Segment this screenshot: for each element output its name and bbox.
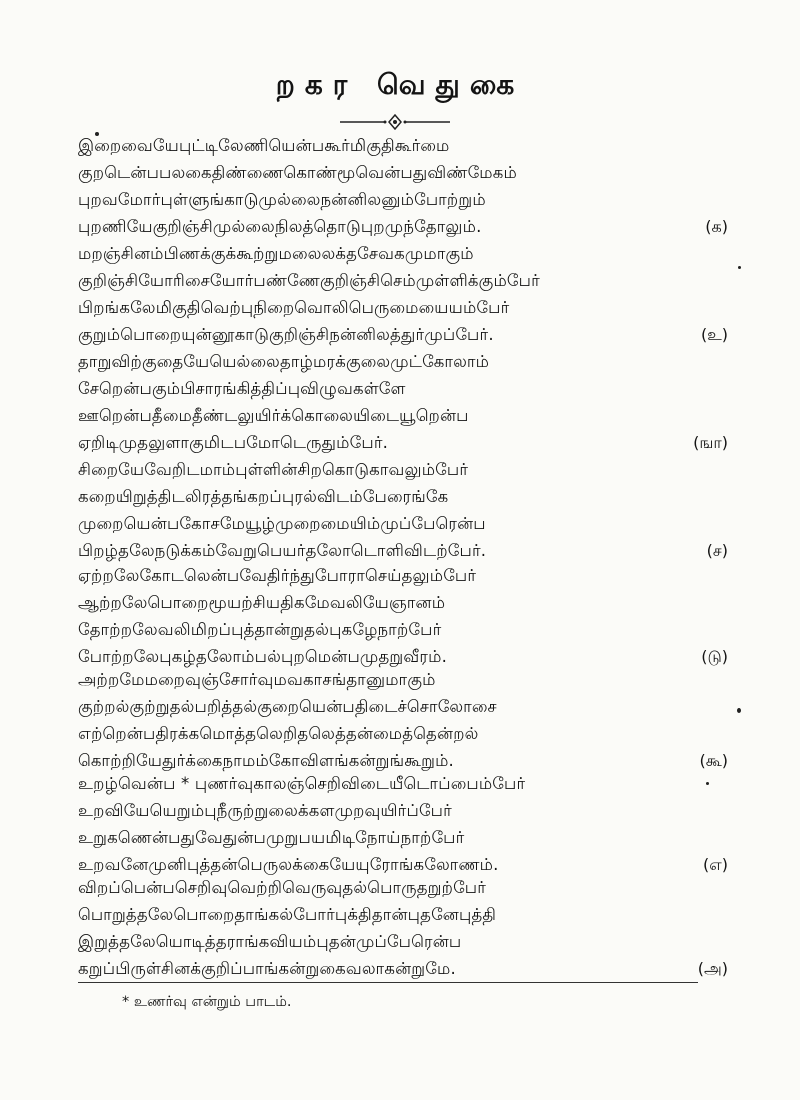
stanza-5 (78, 562, 728, 670)
verse-line: விறப்பென்பசெறிவுவெற்றிவெருவுதல்பொருதறுற்பேர் (78, 878, 487, 897)
stanza-number: (டு) (701, 647, 728, 666)
verse-line: ஏறிடிமுதலுளாகுமிடபமோடெருதும்பேர். (78, 433, 389, 452)
verse-line: பிறழ்தலேநடுக்கம்வேறுபெயர்தலோடொளிவிடற்பேர். (78, 541, 487, 560)
stanza-number: (ஙா) (693, 433, 728, 452)
verse-line: சேறென்பகும்பிசாரங்கித்திப்புவிழுவகள்ளே (78, 379, 406, 398)
verse-line: குற்றல்குற்றுதல்பறித்தல்குறையென்பதிடைச்சொலோசை (78, 697, 497, 716)
print-speck (737, 708, 741, 713)
stanza-7 (78, 770, 728, 878)
stanza-3 (78, 348, 728, 456)
verse-line: உறவியேயெறும்புநீருற்றுலைக்களமுறவுயிர்ப்பேர் (78, 801, 452, 820)
verse-line: சிறையேவேறிடமாம்புள்ளின்சிறகொடுகாவலும்பேர் (78, 460, 469, 479)
print-speck (738, 266, 741, 269)
stanza-number: (க) (705, 217, 728, 236)
verse-line: ஊறென்பதீமைதீண்டலுயிர்க்கொலையிடையூறென்ப (78, 406, 469, 425)
verse-line: கறையிறுத்திடலிரத்தங்கறப்புரல்விடம்பேரைங்கே (78, 487, 449, 506)
verse-line: உறவனேமுனிபுத்தன்பெருலக்கையேயுரோங்கலோணம். (78, 855, 499, 874)
verse-line: கொற்றியேதுர்க்கைநாமம்கோவிளங்கன்றுங்கூறும். (78, 751, 454, 770)
verse-line: கறுப்பிருள்சினக்குறிப்பாங்கன்றுகைவலாகன்றுமே. (78, 959, 456, 978)
stanza-number: (எ) (703, 855, 728, 874)
page-title: றகர வெதுகை (275, 68, 525, 101)
verse-line: பிறங்கலேமிகுதிவெற்புநிறைவொலிபெருமையையம்பேர் (78, 298, 510, 317)
verse-line: குறும்பொறையுன்னூகாடுகுறிஞ்சிநன்னிலத்துர்முப்பேர். (78, 325, 494, 344)
stanza-number: (உ) (701, 325, 728, 344)
verse-line: மறஞ்சினம்பிணக்குக்கூற்றுமலைலக்தசேவகமுமாகும் (78, 244, 474, 263)
verse-line: எற்றென்பதிரக்கமொத்தலெறிதலெத்தன்மைத்தென்றல் (78, 724, 479, 743)
verse-line: அற்றமேமறைவுஞ்சோர்வுமவகாசங்தானுமாகும் (78, 670, 436, 689)
verse-line: தோற்றலேவலிமிறப்புத்தான்றுதல்புகழேநாற்பேர் (78, 620, 442, 639)
verse-line: இறுத்தலேயொடித்தராங்கவியம்புதன்முப்பேரென்ப (78, 932, 462, 951)
verse-line: பொறுத்தலேபொறைதாங்கல்போர்புக்திதான்புதனேபுத்தி (78, 905, 497, 924)
footnote: * உணர்வு என்றும் பாடம். (122, 994, 292, 1010)
verse-line: தாறுவிற்குதையேயெல்லைதாழ்மரக்குலைமுட்கோலாம் (78, 352, 490, 371)
verse-line: ஆற்றலேபொறைமூயற்சியதிகமேவலியேஞானம் (78, 593, 446, 612)
verse-line: உறுகணென்பதுவேதுன்பமுறுபயமிடிநோய்நாற்பேர் (78, 828, 465, 847)
print-speck (706, 782, 709, 785)
verse-line: இறைவையேபுட்டிலேணியென்பகூர்மிகுதிகூர்மை (78, 136, 450, 155)
footnote-divider (78, 982, 698, 983)
verse-line: ஏற்றலேகோடலென்பவேதிர்ந்துபோராசெய்தலும்பேர் (78, 566, 477, 585)
stanza-8 (78, 874, 728, 982)
stanza-number: (ச) (706, 541, 728, 560)
stanza-number: (கூ) (699, 751, 728, 770)
verse-line: போற்றலேபுகழ்தலோம்பல்புறமென்பமுதறுவீரம். (78, 647, 448, 666)
verse-line: முறையென்பகோசமேயூழ்முறைமையிம்முப்பேரென்ப (78, 514, 486, 533)
title-ornament (340, 114, 450, 130)
stanza-number: (அ) (697, 959, 728, 978)
verse-line: புறவமோர்புள்ளுங்காடுமுல்லைநன்னிலனும்போற்றும் (78, 190, 486, 209)
stanza-1 (78, 132, 728, 240)
stanza-6 (78, 666, 728, 774)
print-speck (95, 132, 99, 136)
stanza-4 (78, 456, 728, 564)
verse-line: குறடென்பபலகைதிண்ணைகொண்மூவென்பதுவிண்மேகம் (78, 163, 518, 182)
stanza-2 (78, 240, 728, 348)
verse-line: புறணியேகுறிஞ்சிமுல்லைநிலத்தொடுபுறமுந்தோலும். (78, 217, 482, 236)
verse-line: குறிஞ்சியோரிசையோர்பண்ணேகுறிஞ்சிசெம்முள்ளிக்கும்பேர் (78, 271, 540, 290)
verse-line: உறழ்வென்ப * புணர்வுகாலஞ்செறிவிடையீடொப்பைம்பேர் (78, 774, 526, 793)
